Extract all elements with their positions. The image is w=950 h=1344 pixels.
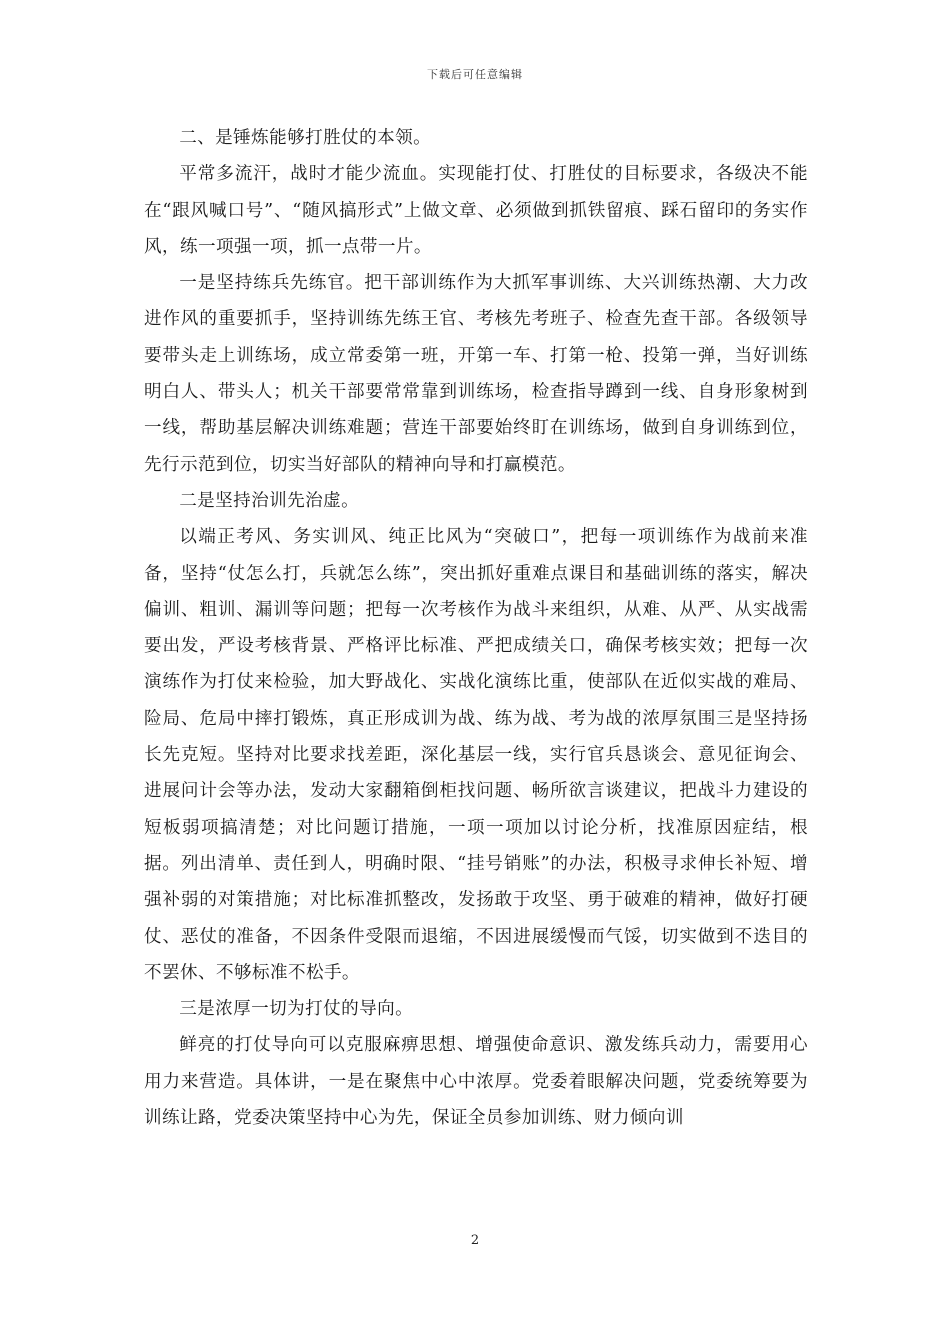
page-header: 下载后可任意编辑 [427, 68, 523, 81]
paragraph-section-3: 鲜亮的打仗导向可以克服麻痹思想、增强使命意识、激发练兵动力，需要用心用力来营造。具体讲，一是在聚焦中心中浓厚。党委着眼解决问题，党委统筹要为训练让路，党委决策坚持中心为先，保证全员参加训练、财力倾向训 [144, 1035, 808, 1129]
paragraph-point-1: 一是坚持练兵先练官。把干部训练作为大抓军事训练、大兴训练热潮、大力改进作风的重要抓手，坚持训练先练王官、考核先考班子、检查先查干部。各级领导要带头走上训练场，成立常委第一班，开第一车、打第一枪、投第一弹，当好训练明白人、带头人；机关干部要常常靠到训练场，检查指导蹲到一线、自身形象树到一线，帮助基层解决训练难题；营连干部要始终盯在训练场，做到自身训练到位，先行示范到位，切实当好部队的精神向导和打赢模范。 [144, 273, 808, 475]
section-heading-2: 二、是锤炼能够打胜仗的本领。 [179, 128, 432, 148]
subheading-point-2: 二是坚持治训先治虚。 [179, 490, 360, 511]
paragraph-point-2-3: 以端正考风、务实训风、纯正比风为“突破口”，把每一项训练作为战前来准备，坚持“仗怎么打，兵就怎么练”，突出抓好重难点课目和基础训练的落实，解决偏训、粗训、漏训等问题；把每一次考核作为战斗来组织，从难、从严、从实战需要出发，严设考核背景、严格评比标准、严把成绩关口，确保考核实效；把每一次演练作为打仗来检验，加大野战化、实战化演练比重，使部队在近似实战的难局、险局、危局中摔打锻炼，真正形成训为战、练为战、考为战的浓厚氛围三是坚持扬长先克短。坚持对比要求找差距，深化基层一线，实行官兵恳谈会、意见征询会、进展问计会等办法，发动大家翻箱倒柜找问题、畅所欲言谈建议，把战斗力建设的短板弱项搞清楚；对比问题订措施，一项一项加以讨论分析，找准原因症结，根据。列出清单、责任到人，明确时限、“挂号销账”的办法，积极寻求伸长补短、增强补弱的对策措施；对比标准抓整改，发扬敢于攻坚、勇于破难的精神，做好打硬仗、恶仗的准备，不因条件受限而退缩，不因进展缓慢而气馁，切实做到不迭目的不罢休、不够标准不松手。 [144, 527, 808, 983]
document-body [144, 120, 808, 1136]
paragraph-intro: 平常多流汗，战时才能少流血。实现能打仗、打胜仗的目标要求，各级决不能在“跟风喊口号”、“随风搞形式”上做文章、必须做到抓铁留痕、踩石留印的务实作风，练一项强一项，抓一点带一片。 [144, 164, 808, 257]
subheading-section-3: 三是浓厚一切为打仗的导向。 [179, 999, 414, 1020]
page-number: 2 [470, 1233, 480, 1248]
